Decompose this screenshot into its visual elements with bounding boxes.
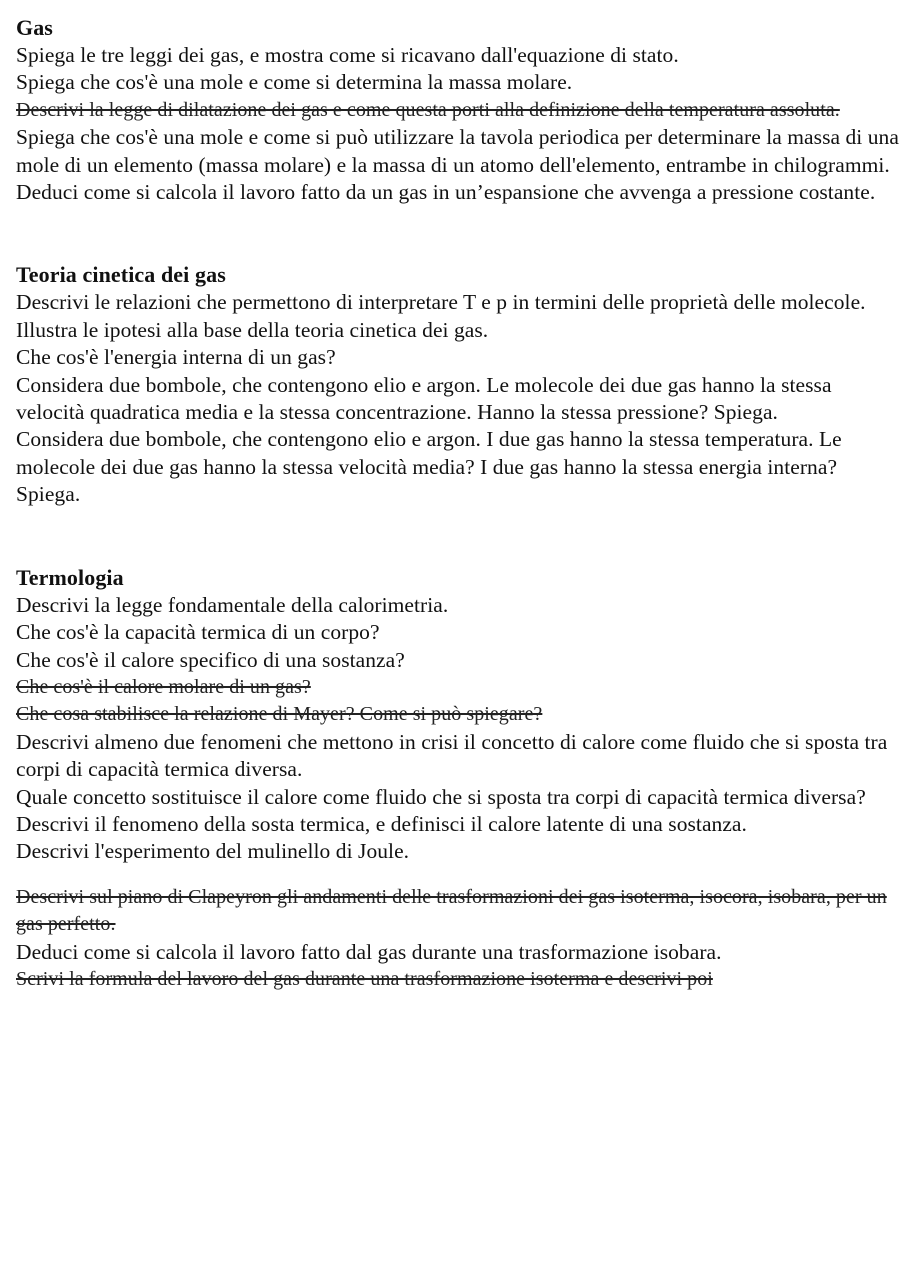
question-item-struck: Scrivi la formula del lavoro del gas durante una trasformazione isoterma e descrivi poi xyxy=(16,967,713,990)
question-item: Spiega che cos'è una mole e come si può utilizzare la tavola periodica per determinare la massa di una mole di un elemento (massa molare) e la massa di un atomo dell'elemento, entrambe in chilogrammi. xyxy=(16,125,899,177)
question-item: Descrivi almeno due fenomeni che mettono in crisi il concetto di calore come fluido che si sposta tra corpi di capacità termica diversa. xyxy=(16,729,888,782)
question-item: Che cos'è la capacità termica di un corpo? xyxy=(16,620,380,645)
question-item: Deduci come si calcola il lavoro fatto da un gas in un’espansione che avvenga a pressione costante. xyxy=(16,180,876,205)
question-item-struck: Descrivi sul piano di Clapeyron gli andamenti delle trasformazioni dei gas isoterma, isocora, isobara, per un gas perfetto. xyxy=(16,885,887,936)
question-item: Considera due bombole, che contengono elio e argon. I due gas hanno la stessa temperatura. Le molecole dei due gas hanno la stessa velocità media? I due gas hanno la stessa energia interna? Spiega. xyxy=(16,427,842,507)
question-item-struck: Descrivi la legge di dilatazione dei gas e come questa porti alla definizione della temperatura assoluta. xyxy=(16,98,840,121)
question-item: Descrivi la legge fondamentale della calorimetria. xyxy=(16,592,449,617)
paragraph-spacer xyxy=(16,866,900,884)
question-item: Spiega che cos'è una mole e come si determina la massa molare. xyxy=(16,70,573,95)
section-gas xyxy=(16,14,900,206)
question-item: Quale concetto sostituisce il calore come fluido che si sposta tra corpi di capacità termica diversa? xyxy=(16,784,866,809)
section-spacer xyxy=(16,509,900,564)
question-item: Descrivi il fenomeno della sosta termica, e definisci il calore latente di una sostanza. xyxy=(16,811,747,836)
question-item: Illustra le ipotesi alla base della teoria cinetica dei gas. xyxy=(16,317,489,342)
question-item: Spiega le tre leggi dei gas, e mostra come si ricavano dall'equazione di stato. xyxy=(16,43,679,67)
question-item: Considera due bombole, che contengono elio e argon. Le molecole dei due gas hanno la stessa velocità quadratica media e la stessa concentrazione. Hanno la stessa pressione? Spiega. xyxy=(16,372,832,425)
section-termologia xyxy=(16,564,900,994)
question-item-struck: Che cos'è il calore molare di un gas? xyxy=(16,675,311,698)
section-heading: Gas xyxy=(16,15,53,40)
section-teoria-cinetica xyxy=(16,261,900,508)
question-item: Che cos'è il calore specifico di una sostanza? xyxy=(16,647,405,672)
section-heading: Teoria cinetica dei gas xyxy=(16,262,226,288)
question-item: Descrivi l'esperimento del mulinello di Joule. xyxy=(16,839,410,864)
question-item: Deduci come si calcola il lavoro fatto dal gas durante una trasformazione isobara. xyxy=(16,939,722,964)
question-item-struck: Che cosa stabilisce la relazione di Mayer? Come si può spiegare? xyxy=(16,703,543,726)
section-spacer xyxy=(16,206,900,261)
section-heading: Termologia xyxy=(16,564,124,590)
question-item: Descrivi le relazioni che permettono di interpretare T e p in termini delle proprietà delle molecole. xyxy=(16,290,866,315)
question-item: Che cos'è l'energia interna di un gas? xyxy=(16,345,336,370)
document-page xyxy=(16,14,900,993)
